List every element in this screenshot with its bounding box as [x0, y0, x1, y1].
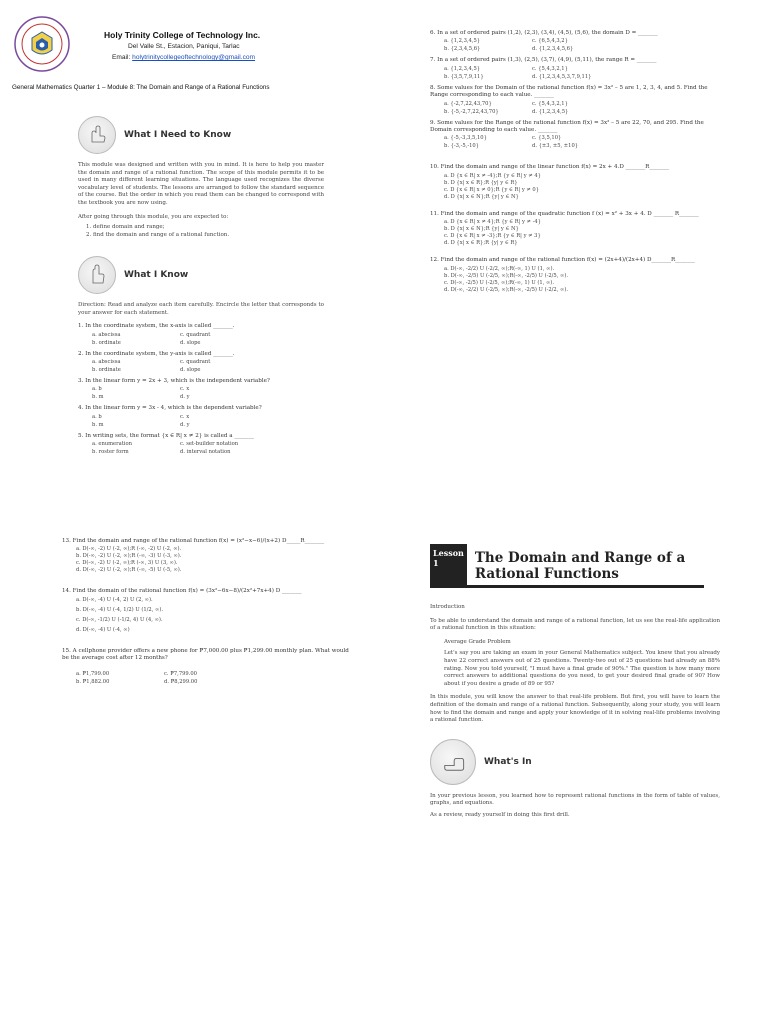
question-4	[78, 405, 324, 428]
option-c[interactable]: c. set-builder notation	[180, 441, 239, 448]
question-10	[430, 164, 720, 200]
option-b[interactable]: b. D {x| x ∈ N};R {y| y ∈ N}	[444, 226, 519, 233]
option-d[interactable]: d. D(-∞, -2) U (-2, ∞);R (-∞, -5) U (-5, ∞).	[76, 567, 182, 574]
option-a[interactable]: a. {1,2,3,4,5}	[444, 65, 481, 72]
option-c[interactable]: c. x	[180, 386, 190, 393]
option-d[interactable]: d. D {x| x ∈ N};R {y| y ∈ N}	[444, 193, 519, 200]
option-b[interactable]: b. D(-∞, -2) U (-2, ∞);R (-∞, -3) U (-3, ∞).	[76, 553, 182, 560]
option-c[interactable]: c. {3,5,10}	[532, 135, 562, 142]
option-d[interactable]: d. {1,2,3,4,5,6}	[532, 46, 574, 53]
hand-point-icon	[430, 739, 476, 785]
option-c[interactable]: c. D {x ∈ R| x ≠ 0};R {y ∈ R| y ≠ 0}	[444, 186, 539, 193]
question-text: 5. In writing sets, the format {x ∈ R| x ≠ 2} is called a _______	[78, 432, 254, 439]
option-a[interactable]: a. D {x ∈ R| x ≠ 4};R {y ∈ R| y ≠ -4}	[444, 219, 541, 226]
option-d[interactable]: d. slope	[180, 367, 201, 373]
question-15	[62, 648, 362, 686]
option-c[interactable]: c. quadrant	[180, 331, 211, 338]
school-address: Del Valle St., Estacion, Paniqui, Tarlac	[128, 43, 240, 50]
option-d[interactable]: d. slope	[180, 339, 201, 346]
question-text: 6. In a set of ordered pairs (1,2), (2,3), (3,4), (4,5), (5,6), the domain D = _______	[430, 30, 658, 36]
option-a[interactable]: a. D {x ∈ R| x ≠ -4};R {y ∈ R| y ≠ 4}	[444, 172, 541, 179]
option-a[interactable]: a. enumeration	[92, 441, 132, 448]
option-d[interactable]: d. D(-∞, -2/2) U (-2/5, ∞);R(-∞, -2/5) U (-2/2, ∞).	[444, 286, 568, 293]
option-b[interactable]: b. {-5,-2,7,22,43,70}	[444, 108, 499, 115]
question-text: 14. Find the domain of the rational function f(x) = (3x²−6x−8)/(2x²+7x+4) D _______	[62, 588, 302, 595]
school-seal	[14, 16, 70, 72]
option-b[interactable]: b. D(-∞, -2/5) U (-2/5, ∞);R(-∞, -2/5) U (-2/5, ∞).	[444, 272, 568, 279]
option-b[interactable]: b. D {x| x ∈ R};R {y| y ∈ R}	[444, 179, 518, 186]
lesson-tag-number: 1	[433, 558, 439, 568]
option-a[interactable]: a. abscissa	[92, 359, 121, 365]
option-a[interactable]: a. {-5,-3,3,5,10}	[444, 135, 487, 142]
problem-text: Let's say you are taking an exam in your General Mathematics subject. You knew that you already have 22 correct answers out of 25 questions. Twenty-two out of 25 questions had already an 88% rating. Now you told yourself, "I must have a final grade of 90%." The question is how many more correct answers to additional questions do you need, to get your desired final grade of 90? How about if you desire a grade of 89 or 95?	[444, 650, 720, 687]
lesson-tag-label: Lesson	[433, 548, 464, 558]
option-b[interactable]: b. D(-∞, -4) U (-4, 1/2) U (1/2, ∞).	[76, 606, 164, 613]
intro-text: To be able to understand the domain and range of a rational function, let us see the real-life application of a rational function in this situation:	[430, 617, 720, 632]
need-to-know-title: What I Need to Know	[124, 130, 232, 140]
question-1	[78, 323, 324, 346]
option-b[interactable]: b. ordinate	[92, 339, 121, 346]
email-label: Email:	[112, 54, 131, 61]
question-text: 2. In the coordinate system, the y-axis is called _______.	[78, 350, 235, 357]
page-bottom-right	[430, 544, 720, 924]
lesson-paragraph-2: In this module, you will know the answer to that real-life problem. But first, you will have to learn the definition of the domain and range of a rational function. Subsequently, along your study, you will learn how to find the domain and range and apply your knowledge of it in solving real-life problems involving a rational function.	[430, 694, 720, 724]
question-8	[430, 85, 720, 116]
i-know-header	[78, 256, 324, 294]
question-text: 3. In the linear form y = 2x + 3, which is the independent variable?	[78, 378, 270, 384]
question-text: 13. Find the domain and range of the rational function f(x) = (x²−x−6)/(x+2) D_____R_______	[62, 538, 325, 544]
option-c[interactable]: c. {6,5,4,3,2}	[532, 38, 568, 45]
option-d[interactable]: d. y	[180, 394, 190, 401]
option-a[interactable]: a. D(-∞, -2/2) U (-2/2, ∞);R(-∞, 1) U (1, ∞).	[444, 265, 555, 272]
option-d[interactable]: d. ₱8,299.00	[164, 678, 198, 685]
option-c[interactable]: c. D(-∞, -2/5) U (-2/5, ∞);R(-∞, 1) U (1, ∞).	[444, 279, 554, 286]
option-b[interactable]: b. roster form	[92, 449, 129, 456]
option-d[interactable]: d. {1,2,3,4,5,3,7,9,11}	[532, 73, 592, 80]
review-text: As a review, ready yourself in doing this first drill.	[430, 811, 570, 818]
option-b[interactable]: b. ₱1,882.00	[76, 678, 110, 685]
question-3	[78, 378, 324, 401]
option-a[interactable]: a. {-2,7,22,43,70}	[444, 100, 492, 107]
option-d[interactable]: d. {1,2,3,4,5}	[532, 108, 569, 115]
option-a[interactable]: a. ₱1,799.00	[76, 670, 110, 677]
option-c[interactable]: c. {5,4,3,2,1}	[532, 100, 568, 107]
question-text: 4. In the linear form y = 3x - 4, which is the dependent variable?	[78, 405, 262, 412]
lesson-banner	[430, 544, 704, 588]
option-b[interactable]: b. {-3,-5,-10}	[444, 143, 479, 150]
problem-title: Average Grade Problem	[444, 638, 511, 645]
lesson-tag	[430, 544, 467, 585]
i-know-title: What I Know	[124, 270, 189, 280]
question-14	[62, 588, 362, 633]
option-a[interactable]: a. b	[92, 386, 102, 393]
option-c[interactable]: c. D(-∞, -1/2) U (-1/2, 4) U (4, ∞).	[76, 616, 163, 623]
option-a[interactable]: a. b	[92, 413, 102, 420]
option-d[interactable]: d. D(-∞, -4) U (-4, ∞)	[76, 626, 130, 633]
question-text: 7. In a set of ordered pairs (1,3), (2,5), (3,7), (4,9), (5,11), the range R = _______	[430, 57, 657, 64]
need-to-know-header	[78, 116, 324, 154]
option-c[interactable]: c. x	[180, 413, 190, 420]
option-c[interactable]: c. {5,4,3,2,1}	[532, 65, 568, 72]
need-to-know-after: After going through this module, you are expected to:	[78, 213, 229, 220]
option-d[interactable]: d. {±3, ±5, ±10}	[532, 143, 579, 150]
question-9	[430, 120, 720, 151]
i-know-direction: Direction: Read and analyze each item carefully. Encircle the letter that corresponds to your answer for each statement.	[78, 302, 324, 316]
option-c[interactable]: c. D(-∞, -2) U (-2, ∞);R (-∞, 3) U (3, ∞).	[76, 560, 178, 567]
option-d[interactable]: d. interval notation	[180, 449, 231, 456]
question-5	[78, 433, 324, 456]
objective-1: 1. define domain and range;	[86, 224, 165, 231]
question-text: 8. Some values for the Domain of the rational function f(x) = 3x² – 5 are 1, 2, 3, 4, and 5. Find the Range corresponding to each value. _______	[430, 84, 708, 99]
option-b[interactable]: b. m	[92, 394, 104, 401]
page-top-left	[0, 0, 384, 520]
option-b[interactable]: b. {3,5,7,9,11}	[444, 73, 484, 80]
intro-heading: Introduction	[430, 604, 465, 610]
whats-in-body: In your previous lesson, you learned how to represent rational functions in the form of table of values, graphs, and equations.	[430, 792, 720, 807]
question-text: 10. Find the domain and range of the linear function f(x) = 2x + 4.D _______R_______	[430, 164, 669, 171]
option-d[interactable]: d. y	[180, 421, 190, 428]
whats-in-title: What's In	[484, 756, 532, 767]
page-top-right	[430, 30, 720, 400]
option-c[interactable]: c. quadrant	[180, 359, 211, 365]
option-c[interactable]: c. D {x ∈ R| x ≠ -3};R {y ∈ R| y ≠ 3}	[444, 233, 541, 240]
question-2	[78, 351, 324, 374]
option-b[interactable]: b. {2,3,4,5,6}	[444, 46, 481, 53]
question-12	[430, 257, 720, 293]
question-text: 12. Find the domain and range of the rational function f(x) = (2x+4)/(2x+4) D_______R_______	[430, 257, 695, 264]
question-text: 11. Find the domain and range of the quadratic function f (x) = x² + 3x + 4. D _______ R_______	[430, 210, 699, 217]
hand-raised-icon	[78, 256, 116, 294]
option-b[interactable]: b. ordinate	[92, 367, 121, 373]
school-email-line	[112, 54, 255, 61]
question-6	[430, 30, 720, 53]
whats-in-header	[430, 739, 720, 785]
question-text: 15. A cellphone provider offers a new phone for ₱7,000.00 plus ₱1,299.00 monthly plan. What would be the average cost after 12 months?	[62, 647, 349, 662]
option-a[interactable]: a. abscissa	[92, 331, 121, 338]
objective-2: 2. find the domain and range of a rational function.	[86, 231, 230, 238]
option-a[interactable]: a. D(-∞, -4) U (-4, 2) U (2, ∞).	[76, 596, 153, 603]
option-a[interactable]: a. {1,2,3,4,5}	[444, 38, 481, 45]
option-a[interactable]: a. D(-∞, -2) U (-2, ∞);R (-∞, -2) U (-2, ∞).	[76, 546, 182, 553]
question-13	[62, 538, 362, 574]
option-c[interactable]: c. ₱7,799.00	[164, 670, 197, 677]
question-text: 1. In the coordinate system, the x-axis is called _______.	[78, 323, 235, 330]
question-text: 9. Some values for the Range of the rational function f(x) = 3x² – 5 are 22, 70, and 295. Find the Domain corresponding to each value. _______	[430, 119, 704, 134]
question-7	[430, 57, 720, 80]
option-d[interactable]: d. D {x| x ∈ R};R {y| y ∈ R}	[444, 240, 518, 247]
module-title: General Mathematics Quarter 1 – Module 8: The Domain and Range of a Rational Functions	[12, 84, 270, 91]
question-11	[430, 211, 720, 247]
school-name: Holy Trinity College of Technology Inc.	[104, 30, 261, 40]
email-link[interactable]: holytrinitycollegeoftechnology@gmail.com	[132, 54, 256, 61]
page-bottom-left	[62, 538, 362, 738]
need-to-know-body: This module was designed and written with you in mind. It is here to help you master the domain and range of a rational function. The scope of this module permits it to be used in many different learning situations. The language used recognizes the diverse vocabulary level of students. The lessons are arranged to follow the standard sequence of the course. But the order in which you read them can be changed to correspond with the textbook you are now using.	[78, 162, 324, 206]
hand-pointing-icon	[78, 116, 116, 154]
option-b[interactable]: b. m	[92, 421, 104, 428]
lesson-title: The Domain and Range of a Rational Functions	[474, 550, 686, 582]
